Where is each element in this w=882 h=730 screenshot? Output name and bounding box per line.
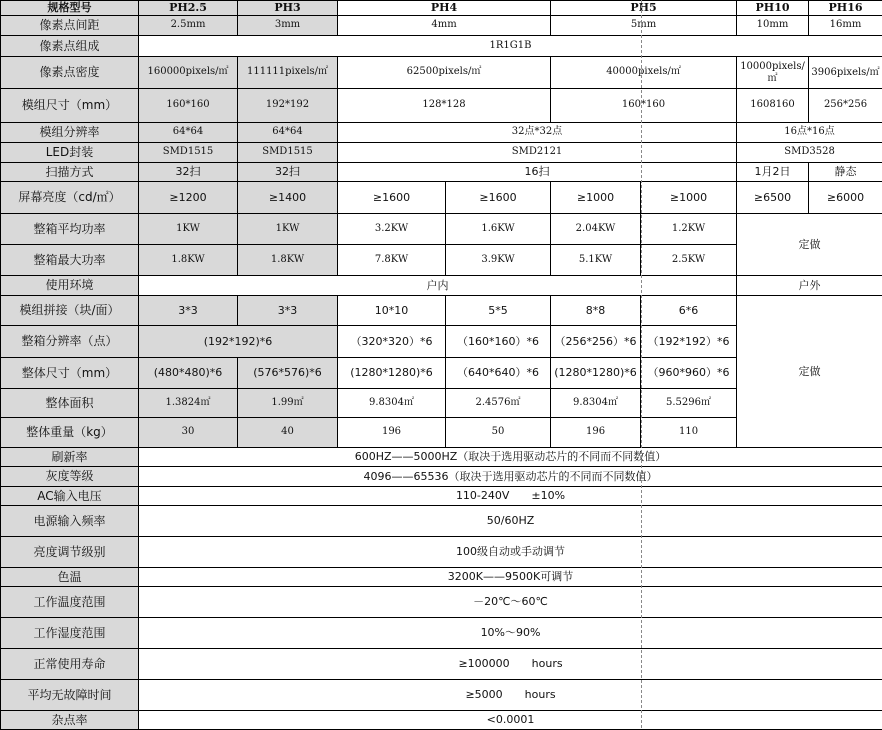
table-cell: 1.8KW — [238, 245, 338, 276]
table-cell: 户外 — [737, 276, 882, 296]
row-label: 像素点组成 — [1, 36, 139, 57]
table-cell: （320*320）*6 — [338, 326, 446, 358]
table-cell: 3906pixels/㎡ — [809, 57, 882, 89]
spec-model-header: 规格型号 — [1, 1, 139, 16]
table-cell: 50 — [446, 418, 551, 448]
row-label: AC输入电压 — [1, 487, 139, 506]
table-cell: （640*640）*6 — [446, 358, 551, 389]
row-label: 正常使用寿命 — [1, 649, 139, 680]
table-cell: 3*3 — [238, 296, 338, 326]
row-environment — [1, 276, 882, 296]
table-cell: 5.5296㎡ — [641, 389, 737, 418]
table-cell: (1280*1280)*6 — [338, 358, 446, 389]
row-label: 整箱平均功率 — [1, 214, 139, 245]
table-cell: ≥1200 — [139, 182, 238, 214]
row-avg-power — [1, 214, 882, 245]
table-cell: 160*160 — [551, 89, 737, 123]
table-cell: 1KW — [139, 214, 238, 245]
row-pixel-composition — [1, 36, 882, 57]
table-cell: 16扫 — [338, 163, 737, 182]
table-cell: 2.04KW — [551, 214, 641, 245]
row-label: 工作温度范围 — [1, 587, 139, 618]
row-color-temp — [1, 568, 882, 587]
row-label: 色温 — [1, 568, 139, 587]
row-label: 像素点密度 — [1, 57, 139, 89]
table-cell: 6*6 — [641, 296, 737, 326]
table-cell: ≥5000 hours — [139, 680, 882, 711]
model-ph5: PH5 — [551, 1, 737, 16]
row-label: 扫描方式 — [1, 163, 139, 182]
row-lifespan — [1, 649, 882, 680]
row-brightness — [1, 182, 882, 214]
table-cell: ≥1400 — [238, 182, 338, 214]
row-label: 整体面积 — [1, 389, 139, 418]
row-power-frequency — [1, 506, 882, 537]
table-cell: 户内 — [139, 276, 737, 296]
row-label: 模组尺寸（mm） — [1, 89, 139, 123]
row-pixel-density — [1, 57, 882, 89]
model-ph16: PH16 — [809, 1, 882, 16]
table-cell: 9.8304㎡ — [338, 389, 446, 418]
table-cell: 160*160 — [139, 89, 238, 123]
table-cell: (192*192)*6 — [139, 326, 338, 358]
table-cell: 2.4576㎡ — [446, 389, 551, 418]
table-cell: 1.6KW — [446, 214, 551, 245]
row-pixel-pitch — [1, 16, 882, 36]
table-cell: 196 — [551, 418, 641, 448]
table-cell: 128*128 — [338, 89, 551, 123]
table-cell: (576*576)*6 — [238, 358, 338, 389]
row-label: 整体重量（kg） — [1, 418, 139, 448]
table-cell: ≥1600 — [338, 182, 446, 214]
table-cell: 5mm — [551, 16, 737, 36]
table-cell: 50/60HZ — [139, 506, 882, 537]
table-cell: SMD3528 — [737, 143, 882, 163]
table-cell: 4096——65536（取决于选用驱动芯片的不同而不同数值） — [139, 467, 882, 487]
table-cell: 5*5 — [446, 296, 551, 326]
table-cell: 1608160 — [737, 89, 809, 123]
table-cell: 100级自动或手动调节 — [139, 537, 882, 568]
row-label: 刷新率 — [1, 448, 139, 467]
table-cell: 32扫 — [238, 163, 338, 182]
table-cell: SMD1515 — [139, 143, 238, 163]
row-led-package — [1, 143, 882, 163]
row-label: 使用环境 — [1, 276, 139, 296]
table-cell: ≥100000 hours — [139, 649, 882, 680]
table-cell: 3200K——9500K可调节 — [139, 568, 882, 587]
row-label: 整体尺寸（mm） — [1, 358, 139, 389]
row-label: 整箱最大功率 — [1, 245, 139, 276]
row-module-splice — [1, 296, 882, 326]
table-cell: 8*8 — [551, 296, 641, 326]
table-cell: ≥1600 — [446, 182, 551, 214]
row-label: 像素点间距 — [1, 16, 139, 36]
table-cell: （256*256）*6 — [551, 326, 641, 358]
table-cell: SMD1515 — [238, 143, 338, 163]
table-cell: 256*256 — [809, 89, 882, 123]
table-cell: 110-240V ±10% — [139, 487, 882, 506]
table-cell: 16mm — [809, 16, 882, 36]
table-cell: 10%～90% — [139, 618, 882, 649]
table-cell: （192*192）*6 — [641, 326, 737, 358]
table-cell: 3.9KW — [446, 245, 551, 276]
table-cell: 600HZ——5000HZ（取决于选用驱动芯片的不同而不同数值） — [139, 448, 882, 467]
table-cell: 1.8KW — [139, 245, 238, 276]
table-cell: 2.5mm — [139, 16, 238, 36]
row-brightness-adjust — [1, 537, 882, 568]
row-work-temp — [1, 587, 882, 618]
table-cell: 3.2KW — [338, 214, 446, 245]
table-cell: 1.2KW — [641, 214, 737, 245]
table-cell: ≥6000 — [809, 182, 882, 214]
table-cell: 16点*16点 — [737, 123, 882, 143]
table-cell: －20℃～60℃ — [139, 587, 882, 618]
row-label: 工作湿度范围 — [1, 618, 139, 649]
table-cell: 5.1KW — [551, 245, 641, 276]
row-ac-voltage — [1, 487, 882, 506]
table-cell: ≥1000 — [551, 182, 641, 214]
table-cell: 7.8KW — [338, 245, 446, 276]
table-cell: 64*64 — [238, 123, 338, 143]
row-humidity — [1, 618, 882, 649]
custom-cell-power: 定做 — [737, 214, 882, 276]
table-cell: 40000pixels/㎡ — [551, 57, 737, 89]
table-cell: （960*960）*6 — [641, 358, 737, 389]
table-cell: (480*480)*6 — [139, 358, 238, 389]
table-cell: 1KW — [238, 214, 338, 245]
row-scan-mode — [1, 163, 882, 182]
row-label: LED封装 — [1, 143, 139, 163]
table-cell: 3mm — [238, 16, 338, 36]
table-cell: 10000pixels/㎡ — [737, 57, 809, 89]
table-cell: 2.5KW — [641, 245, 737, 276]
row-mtbf — [1, 680, 882, 711]
table-cell: 4mm — [338, 16, 551, 36]
row-module-size — [1, 89, 882, 123]
row-noise-rate — [1, 711, 882, 730]
table-cell: 160000pixels/㎡ — [139, 57, 238, 89]
table-cell: 1月2日 — [737, 163, 809, 182]
table-cell: 62500pixels/㎡ — [338, 57, 551, 89]
table-cell: 192*192 — [238, 89, 338, 123]
row-label: 灰度等级 — [1, 467, 139, 487]
model-ph10: PH10 — [737, 1, 809, 16]
row-gray-level — [1, 467, 882, 487]
table-cell: 111111pixels/㎡ — [238, 57, 338, 89]
table-cell: ≥1000 — [641, 182, 737, 214]
header-row — [1, 1, 882, 16]
row-label: 模组分辨率 — [1, 123, 139, 143]
table-cell: （160*160）*6 — [446, 326, 551, 358]
table-cell: SMD2121 — [338, 143, 737, 163]
table-cell: 40 — [238, 418, 338, 448]
row-label: 屏幕亮度（cd/㎡） — [1, 182, 139, 214]
table-cell: 32点*32点 — [338, 123, 737, 143]
model-ph3: PH3 — [238, 1, 338, 16]
row-label: 电源输入频率 — [1, 506, 139, 537]
table-cell: 1.99㎡ — [238, 389, 338, 418]
table-cell: 3*3 — [139, 296, 238, 326]
table-cell: ≥6500 — [737, 182, 809, 214]
row-label: 平均无故障时间 — [1, 680, 139, 711]
table-cell: 32扫 — [139, 163, 238, 182]
table-cell: 64*64 — [139, 123, 238, 143]
table-cell: 1R1G1B — [139, 36, 882, 57]
row-module-resolution — [1, 123, 882, 143]
table-cell: (1280*1280)*6 — [551, 358, 641, 389]
table-cell: 静态 — [809, 163, 882, 182]
model-ph4: PH4 — [338, 1, 551, 16]
row-label: 亮度调节级别 — [1, 537, 139, 568]
row-refresh-rate — [1, 448, 882, 467]
table-cell: 1.3824㎡ — [139, 389, 238, 418]
table-cell: 196 — [338, 418, 446, 448]
table-cell: <0.0001 — [139, 711, 882, 730]
table-cell: 9.8304㎡ — [551, 389, 641, 418]
table-cell: 10*10 — [338, 296, 446, 326]
row-label: 模组拼接（块/面） — [1, 296, 139, 326]
custom-cell-outdoor: 定做 — [737, 296, 882, 448]
table-cell: 10mm — [737, 16, 809, 36]
model-ph2-5: PH2.5 — [139, 1, 238, 16]
table-cell: 30 — [139, 418, 238, 448]
table-cell: 110 — [641, 418, 737, 448]
row-label: 整箱分辨率（点） — [1, 326, 139, 358]
row-label: 杂点率 — [1, 711, 139, 730]
